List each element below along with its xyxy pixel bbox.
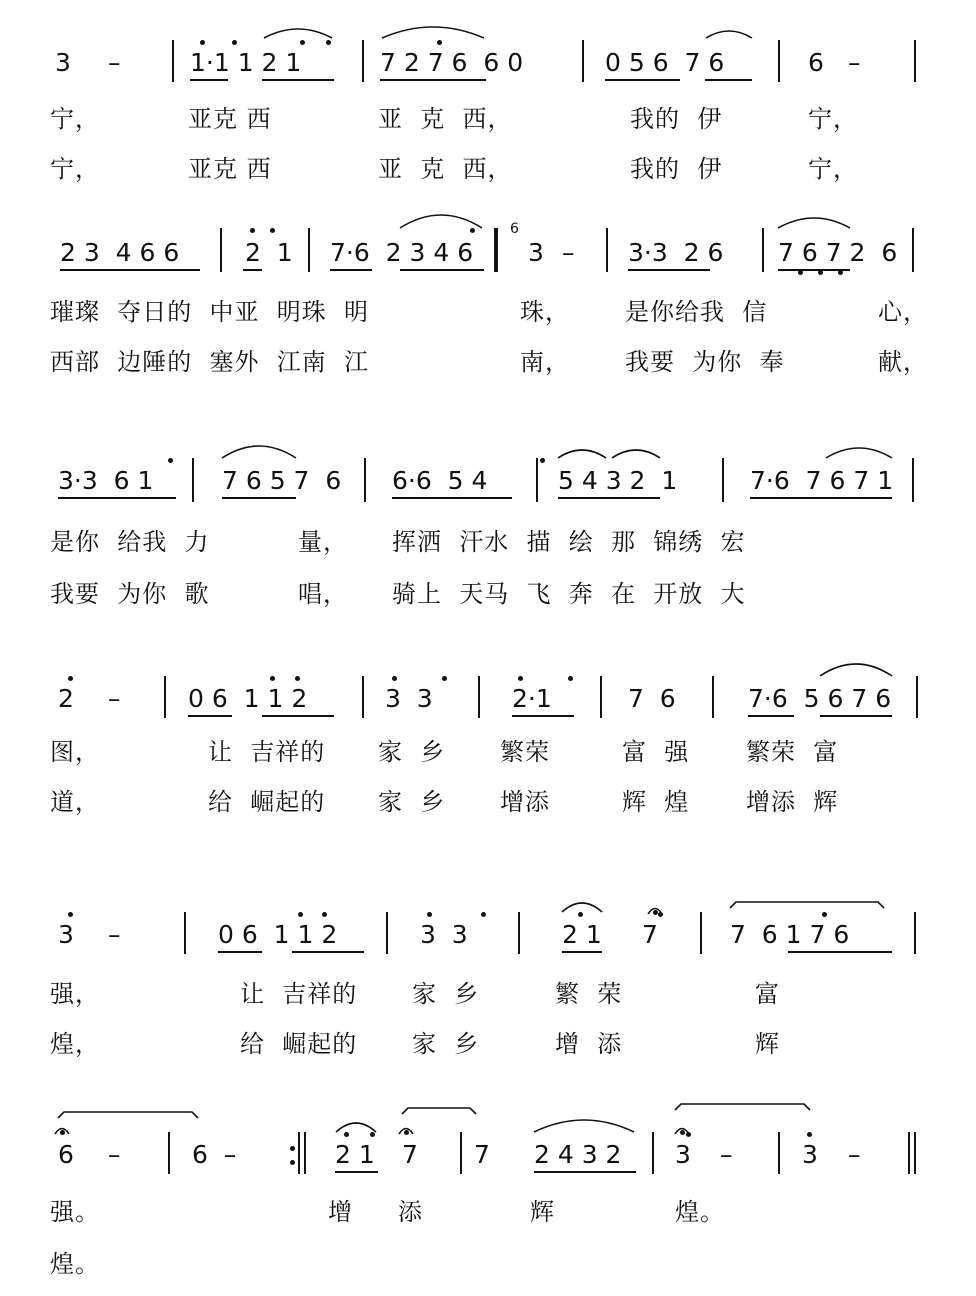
fermata-dot	[60, 1130, 65, 1135]
note-group: 2 1	[245, 238, 293, 267]
note-group: 2	[58, 684, 74, 713]
lyric-verse-1: 图，	[50, 738, 100, 766]
beam-underline	[262, 79, 334, 81]
note-group: 6	[58, 1140, 74, 1169]
bar-line	[914, 40, 916, 82]
bar-line	[912, 458, 914, 502]
beam-underline	[190, 79, 228, 81]
bar-line	[652, 1132, 654, 1174]
octave-dot	[540, 458, 545, 463]
lyric-verse-2: 给 崛起的	[208, 788, 326, 816]
bar-line	[600, 676, 602, 718]
note-group: 3	[55, 48, 71, 77]
bar-line	[778, 1132, 780, 1174]
octave-dot	[250, 228, 255, 233]
note-group: 3	[802, 1140, 818, 1169]
octave-dot	[818, 270, 823, 275]
beam-underline	[400, 269, 484, 271]
note-group: –	[108, 1140, 121, 1169]
note-group: 7	[642, 920, 658, 949]
bar-line	[362, 676, 364, 718]
octave-dot	[270, 228, 275, 233]
note-group: 3·3 6 1	[58, 466, 154, 495]
slur	[778, 218, 850, 228]
lyric-verse-2: 南，	[520, 348, 570, 376]
note-group: 7 6 1 7 6	[730, 920, 850, 949]
lyric-verse-1: 辉	[530, 1198, 555, 1226]
note-group: 2 4 3 2	[534, 1140, 622, 1169]
note-group: 7 6 5 7 6	[222, 466, 342, 495]
lyric-verse-1: 强，	[50, 980, 100, 1008]
slur	[264, 29, 332, 38]
bar-line	[536, 458, 538, 502]
beam-underline	[60, 269, 200, 271]
octave-dot	[298, 912, 303, 917]
bar-line	[700, 912, 702, 954]
lyric-verse-1: 让 吉祥的	[208, 738, 326, 766]
note-group: –	[848, 48, 861, 77]
note-group: 3	[675, 1140, 691, 1169]
octave-dot	[370, 1132, 375, 1137]
octave-dot	[326, 40, 331, 45]
bar-line	[168, 1132, 170, 1174]
beam-underline	[222, 497, 296, 499]
lyric-verse-1: 繁荣	[500, 738, 550, 766]
beam-underline	[512, 715, 574, 717]
octave-dot	[322, 912, 327, 917]
beam-underline	[534, 1171, 636, 1173]
note-group: 2 1	[335, 1140, 375, 1169]
note-group: –	[108, 684, 121, 713]
note-group: –	[720, 1140, 733, 1169]
lyric-verse-2: 亚克 西	[188, 155, 272, 183]
note-group: 7·6 5 6 7 6	[748, 684, 892, 713]
octave-dot	[270, 676, 275, 681]
lyric-verse-1: 璀璨 夺日的 中亚 明珠 明	[50, 298, 370, 326]
bar-line	[778, 40, 780, 82]
slur	[400, 215, 482, 228]
bar-line	[184, 912, 186, 954]
octave-dot	[68, 912, 73, 917]
octave-dot	[437, 40, 442, 45]
beam-underline	[628, 269, 710, 271]
lyric-verse-1: 是你 给我 力	[50, 528, 210, 556]
note-group: –	[108, 48, 121, 77]
lyric-verse-1: 添	[398, 1198, 423, 1226]
grace-note: 6	[510, 221, 519, 237]
slur	[382, 27, 484, 38]
lyric-verse-1: 强。	[50, 1198, 100, 1226]
beam-underline	[330, 269, 372, 271]
lyric-verse-1: 亚克 西	[188, 105, 272, 133]
octave-dot	[838, 270, 843, 275]
lyric-verse-1: 宁，	[50, 105, 100, 133]
bar-line	[308, 228, 310, 272]
slur	[562, 903, 602, 912]
lyric-verse-1: 增	[328, 1198, 353, 1226]
lyric-verse-2: 辉 煌	[622, 788, 690, 816]
octave-dot	[200, 40, 205, 45]
bar-line	[172, 40, 174, 82]
final-bar	[914, 1132, 916, 1174]
lyric-verse-2: 增 添	[555, 1030, 623, 1058]
octave-dot	[686, 1132, 691, 1137]
octave-dot	[578, 912, 583, 917]
note-group: 5 4 3 2 1	[558, 466, 678, 495]
octave-dot	[470, 228, 475, 233]
tie	[730, 902, 884, 908]
note-group: 3	[58, 920, 74, 949]
slur	[826, 448, 892, 458]
note-group: 7·6 2 3 4 6	[330, 238, 474, 267]
note-group: 6 –	[192, 1140, 237, 1169]
bar-line	[478, 676, 480, 718]
bar-line	[364, 458, 366, 502]
lyric-verse-1: 煌。	[675, 1198, 725, 1226]
final-bar	[908, 1132, 910, 1174]
beam-underline	[605, 79, 680, 81]
bar-line	[914, 912, 916, 954]
slur	[534, 1120, 634, 1132]
bar-line	[518, 912, 520, 954]
lyric-verse-2: 煌，	[50, 1030, 100, 1058]
note-group: 0 6 1 1 2	[188, 684, 308, 713]
lyric-verse-1: 家 乡	[412, 980, 480, 1008]
beam-underline	[58, 497, 176, 499]
octave-dot	[518, 676, 523, 681]
bar-line	[192, 458, 194, 502]
beam-underline	[558, 497, 660, 499]
note-group: 3	[528, 238, 544, 267]
beam-underline	[748, 715, 794, 717]
note-group: 2 1	[562, 920, 602, 949]
bar-line	[712, 676, 714, 718]
beam-underline	[788, 951, 892, 953]
note-group: 0 5 6 7 6	[605, 48, 725, 77]
note-group: 7 2 7 6 6 0	[380, 48, 524, 77]
beam-underline	[292, 951, 364, 953]
bar-line	[762, 228, 764, 272]
tie	[58, 1112, 198, 1118]
lyric-verse-2: 亚 克 西，	[378, 155, 513, 183]
note-group: 1·1 1 2 1	[190, 48, 302, 77]
beam-underline	[705, 79, 752, 81]
octave-dot	[68, 676, 73, 681]
octave-dot	[344, 1132, 349, 1137]
note-group: 2 3 4 6 6	[60, 238, 180, 267]
lyric-verse-1: 富	[755, 980, 780, 1008]
octave-dot	[442, 676, 447, 681]
octave-dot	[822, 912, 827, 917]
fermata-dot	[680, 1130, 685, 1135]
note-group: 7 6 7 2 6	[778, 238, 898, 267]
octave-dot	[658, 912, 663, 917]
lyric-verse-1: 让 吉祥的	[240, 980, 358, 1008]
note-group: 7·6 7 6 7 1	[750, 466, 894, 495]
fermata-dot	[653, 910, 658, 915]
lyric-verse-2: 家 乡	[412, 1030, 480, 1058]
note-group: 6	[808, 48, 824, 77]
lyric-verse-1: 珠，	[520, 298, 570, 326]
lyric-verse-1: 量，	[298, 528, 348, 556]
lyric-verse-1: 挥洒 汗水 描 绘 那 锦绣 宏	[392, 528, 746, 556]
lyric-verse-2: 道，	[50, 788, 100, 816]
slur	[612, 450, 660, 458]
slur	[820, 664, 892, 676]
octave-dot	[807, 1132, 812, 1137]
lyric-verse-1: 宁，	[808, 105, 858, 133]
lyric-verse-1: 是你给我 信	[625, 298, 768, 326]
note-group: –	[848, 1140, 861, 1169]
beam-underline	[750, 497, 892, 499]
lyric-verse-1: 繁荣 富	[746, 738, 839, 766]
note-group: 7 6	[628, 684, 676, 713]
repeat-bar	[304, 1132, 306, 1174]
bar-line	[362, 40, 364, 82]
slur	[706, 31, 752, 38]
beam-underline	[218, 951, 262, 953]
lyric-verse-2: 增添	[500, 788, 550, 816]
repeat-dot	[290, 1146, 295, 1151]
lyric-verse-2: 煌。	[50, 1250, 100, 1278]
lyric-verse-2: 家 乡	[378, 788, 446, 816]
octave-dot	[481, 912, 486, 917]
note-group: 2·1	[512, 684, 552, 713]
bar-line	[220, 228, 222, 272]
slur	[336, 1123, 376, 1132]
beam-underline	[380, 79, 486, 81]
lyric-verse-1: 家 乡	[378, 738, 446, 766]
beam-underline	[243, 269, 262, 271]
beam-underline	[820, 715, 892, 717]
note-group: 3 3	[385, 684, 433, 713]
lyric-verse-2: 给 崛起的	[240, 1030, 358, 1058]
lyric-verse-2: 辉	[755, 1030, 780, 1058]
bar-line	[386, 912, 388, 954]
lyric-verse-2: 我要 为你 奉	[625, 348, 785, 376]
lyric-verse-2: 我的 伊	[630, 155, 723, 183]
note-group: 3·3 2 6	[628, 238, 724, 267]
octave-dot	[232, 40, 237, 45]
octave-dot	[392, 676, 397, 681]
beam-underline	[335, 1171, 378, 1173]
repeat-bar	[298, 1132, 300, 1174]
note-group: 6·6 5 4	[392, 466, 488, 495]
lyric-verse-1: 繁 荣	[555, 980, 623, 1008]
tie	[402, 1108, 476, 1114]
beam-underline	[392, 497, 512, 499]
bar-line	[606, 228, 608, 272]
octave-dot	[168, 458, 173, 463]
lyric-verse-2: 宁，	[50, 155, 100, 183]
bar-line	[582, 40, 584, 82]
octave-dot	[300, 40, 305, 45]
lyric-verse-2: 唱，	[298, 580, 348, 608]
octave-dot	[798, 270, 803, 275]
bar-line	[460, 1132, 462, 1174]
lyric-verse-2: 献，	[878, 348, 928, 376]
note-group: 7	[474, 1140, 490, 1169]
tie	[675, 1104, 810, 1110]
note-group: 0 6 1 1 2	[218, 920, 338, 949]
slur	[222, 446, 296, 458]
octave-dot	[427, 912, 432, 917]
beam-underline	[262, 715, 334, 717]
lyric-verse-2: 宁，	[808, 155, 858, 183]
octave-dot	[295, 676, 300, 681]
note-group: –	[108, 920, 121, 949]
lyric-verse-2: 我要 为你 歌	[50, 580, 210, 608]
lyric-verse-1: 亚 克 西，	[378, 105, 513, 133]
beam-underline	[188, 715, 232, 717]
lyric-verse-1: 心，	[878, 298, 928, 326]
bar-line	[912, 228, 914, 272]
bar-line	[164, 676, 166, 718]
fermata-dot	[404, 1130, 409, 1135]
lyric-verse-1: 富 强	[622, 738, 690, 766]
lyric-verse-1: 我的 伊	[630, 105, 723, 133]
lyric-verse-2: 西部 边陲的 塞外 江南 江	[50, 348, 370, 376]
note-group: 7	[402, 1140, 418, 1169]
slur	[558, 450, 606, 458]
repeat-dot	[290, 1160, 295, 1165]
bar-line	[916, 676, 918, 718]
bar-line	[496, 228, 498, 272]
note-group: –	[562, 238, 575, 267]
lyric-verse-2: 增添 辉	[746, 788, 839, 816]
bar-line	[722, 458, 724, 502]
beam-underline	[562, 951, 602, 953]
lyric-verse-2: 骑上 天马 飞 奔 在 开放 大	[392, 580, 746, 608]
octave-dot	[568, 676, 573, 681]
note-group: 3 3	[420, 920, 468, 949]
